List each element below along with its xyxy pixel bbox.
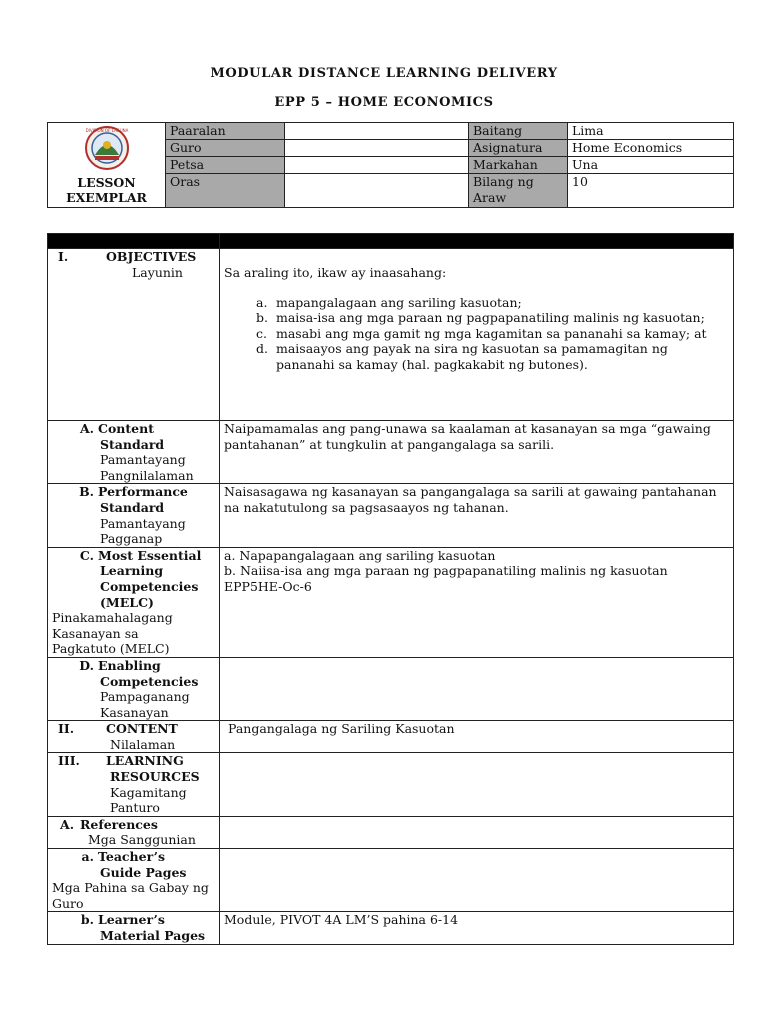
paaralan-label: Paaralan — [166, 123, 285, 140]
markahan-label: Markahan — [469, 157, 568, 174]
enabling-sub2: Kasanayan — [100, 704, 169, 720]
petsa-label: Petsa — [166, 157, 285, 174]
exemplar-label: EXEMPLAR — [66, 189, 147, 205]
melc-code: EPP5HE-Oc-6 — [224, 578, 312, 594]
content-standard-text: Naipamamalas ang pang-unawa sa kaalaman at kasanayan sa mga “gawaing pantahanan” at tungkulin at pangangalaga sa sarili. — [220, 421, 734, 484]
header-bar — [48, 234, 734, 249]
content-row — [48, 721, 734, 753]
content-standard-sub1: Pamantayang — [100, 452, 186, 468]
objectives-num: I. — [58, 249, 69, 264]
bilang-value: 10 — [568, 174, 734, 207]
enabling-sub1: Pampaganang — [100, 689, 190, 705]
guro-label: Guro — [166, 140, 285, 157]
petsa-value — [285, 157, 469, 174]
enabling-label2: Competencies — [100, 673, 199, 689]
content-sub: Nilalaman — [110, 736, 176, 752]
resources-sub2: Panturo — [110, 800, 160, 816]
enabling-row — [48, 657, 734, 720]
melc-letter: C. — [79, 547, 94, 563]
baitang-value: Lima — [568, 123, 734, 140]
resources-label1: LEARNING — [106, 753, 184, 769]
baitang-label: Baitang — [469, 123, 568, 140]
teacher-guide-label2: Guide Pages — [100, 864, 187, 880]
melc-label1: Most Essential — [98, 547, 202, 563]
enabling-label: Enabling — [98, 657, 161, 673]
melc-label3: Competencies — [100, 578, 199, 594]
teacher-guide-label1: Teacher’s — [98, 849, 166, 865]
performance-standard-sub1: Pamantayang — [100, 515, 186, 531]
bilang-label: Bilang ng Araw — [469, 174, 568, 207]
guro-value — [285, 140, 469, 157]
division-seal-icon — [81, 125, 133, 171]
melc-line1: a. Napapangalagaan ang sariling kasuotan — [224, 547, 496, 563]
content-standard-label: Content — [98, 421, 154, 436]
melc-row — [48, 547, 734, 657]
teacher-guide-value — [220, 849, 734, 912]
content-text: Pangangalaga ng Sariling Kasuotan — [220, 721, 734, 753]
teacher-guide-sub: Mga Pahina sa Gabay ng Guro — [52, 880, 209, 911]
svg-text:DIVISION OF LAGUNA: DIVISION OF LAGUNA — [85, 128, 128, 133]
enabling-value — [220, 657, 734, 720]
melc-label2: Learning — [100, 563, 164, 579]
asignatura-value: Home Economics — [568, 140, 734, 157]
resources-sub1: Kagamitang — [110, 784, 187, 800]
resources-value — [220, 753, 734, 816]
objectives-label: OBJECTIVES — [106, 249, 197, 264]
content-label: CONTENT — [106, 721, 178, 737]
learner-material-text: Module, PIVOT 4A LM’S pahina 6-14 — [220, 912, 734, 944]
performance-standard-row — [48, 484, 734, 547]
logo-cell — [48, 123, 166, 208]
enabling-letter: D. — [79, 657, 94, 673]
info-table — [47, 122, 734, 208]
oras-label: Oras — [166, 174, 285, 207]
objectives-sub: Layunin — [132, 264, 183, 280]
oras-value — [285, 174, 469, 207]
objectives-list — [224, 295, 729, 373]
references-letter: A. — [60, 816, 75, 832]
resources-num: III. — [58, 753, 80, 769]
learner-material-label1: Learner’s — [98, 912, 165, 928]
performance-standard-text: Naisasagawa ng kasanayan sa pangangalaga sa sarili at gawaing pantahanan na nakatutulong sa pagsasaayos ng tahanan. — [220, 484, 734, 547]
content-standard-letter: A. — [79, 421, 94, 436]
resources-row — [48, 753, 734, 816]
references-label: References — [80, 816, 158, 832]
performance-standard-label2: Standard — [100, 499, 165, 515]
learner-material-letter: b. — [80, 912, 94, 928]
learner-material-row — [48, 912, 734, 944]
content-standard-sub2: Pangnilalaman — [100, 467, 194, 483]
melc-line2: b. Naiisa-isa ang mga paraan ng pagpapanatiling malinis ng kasuotan — [224, 563, 668, 579]
content-num: II. — [58, 721, 75, 737]
resources-label2: RESOURCES — [110, 769, 200, 785]
performance-standard-label: Performance — [98, 484, 188, 500]
objectives-row — [48, 249, 734, 421]
learner-material-label2: Material Pages — [100, 928, 206, 943]
references-row — [48, 816, 734, 848]
objective-item: d. maisaayos ang payak na sira ng kasuotan sa pamamagitan ng pananahi sa kamay (hal. pagkakabit ng butones). — [256, 341, 668, 372]
lesson-label: LESSON — [77, 174, 136, 190]
objective-item: a. mapangalagaan ang sariling kasuotan; — [256, 294, 522, 310]
paaralan-value — [285, 123, 469, 140]
objective-item: b. maisa-isa ang mga paraan ng pagpapanatiling malinis ng kasuotan; — [256, 310, 705, 326]
content-standard-label2: Standard — [100, 436, 165, 452]
references-value — [220, 816, 734, 848]
melc-label4: (MELC) — [100, 594, 154, 610]
performance-standard-sub2: Pagganap — [100, 531, 163, 547]
teacher-guide-letter: a. — [81, 849, 94, 865]
document-title: MODULAR DISTANCE LEARNING DELIVERY — [210, 66, 558, 81]
melc-sub: Pinakamahalagang Kasanayan sa Pagkatuto (MELC) — [52, 610, 173, 657]
teacher-guide-row — [48, 849, 734, 912]
objective-item: c. masabi ang mga gamit ng mga kagamitan sa pananahi sa kamay; at — [256, 325, 707, 341]
markahan-value: Una — [568, 157, 734, 174]
performance-standard-letter: B. — [79, 484, 94, 500]
objectives-intro: Sa araling ito, ikaw ay inaasahang: — [224, 265, 447, 280]
lesson-table — [47, 233, 734, 945]
subject-title: EPP 5 – HOME ECONOMICS — [274, 95, 494, 110]
content-standard-row — [48, 421, 734, 484]
asignatura-label: Asignatura — [469, 140, 568, 157]
references-sub: Mga Sanggunian — [88, 832, 196, 848]
